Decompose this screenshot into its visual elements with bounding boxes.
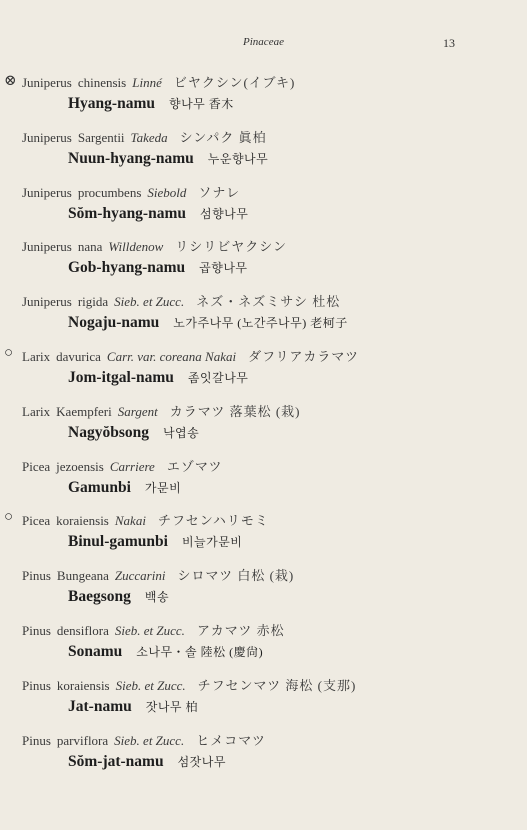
korean-name-line (68, 369, 248, 387)
author: Sieb. et Zucc. (114, 732, 185, 748)
scientific-name-line (22, 182, 240, 201)
list-item (0, 172, 527, 227)
genus: Juniperus (22, 184, 72, 200)
list-item (0, 391, 527, 446)
korean-name-line (68, 588, 169, 606)
korean-name-line (68, 533, 242, 551)
japanese-name: チフセンマツ 海松 (支那) (197, 677, 357, 693)
korean-romanized: Jat-namu (68, 697, 132, 715)
korean-name-line (68, 205, 248, 223)
species: chinensis (77, 75, 127, 90)
author: Nakai (114, 513, 146, 529)
species: Sargentii (77, 129, 125, 145)
korean-script: 백송 (144, 590, 170, 605)
genus: Larix (22, 403, 51, 419)
korean-romanized: Sonamu (68, 642, 123, 660)
author: Carr. var. coreana Nakai (106, 348, 237, 364)
korean-script: 낙엽송 (162, 425, 200, 440)
author: Sieb. et Zucc. (115, 677, 186, 693)
korean-romanized: Hyang-namu (68, 95, 155, 112)
korean-script: 소나무・솔 陸松 (慶尙) (136, 644, 264, 659)
japanese-name: シンパク 眞柏 (179, 129, 267, 145)
scientific-name-line (22, 127, 267, 146)
species: jezoensis (56, 458, 104, 474)
korean-name-line (68, 95, 234, 113)
genus: Juniperus (22, 75, 72, 90)
korean-name-line (68, 698, 198, 716)
korean-romanized: Nagyŏbsong (68, 423, 149, 441)
author: Linné (132, 75, 162, 90)
korean-romanized: Nuun-hyang-namu (68, 149, 194, 167)
species: koraiensis (56, 513, 109, 529)
scientific-name-line (22, 291, 340, 310)
korean-script: 노가주나무 (노간주나무) 老柯子 (173, 316, 348, 331)
species: parviflora (56, 732, 109, 748)
scientific-name-line (22, 456, 222, 475)
japanese-name: エゾマツ (166, 458, 223, 474)
species: Bungeana (56, 568, 109, 584)
genus: Pinus (22, 732, 51, 748)
korean-name-line (68, 314, 348, 332)
genus: Picea (22, 458, 51, 474)
author: Siebold (147, 184, 187, 200)
korean-romanized: Jom-itgal-namu (68, 368, 174, 386)
running-header: Pinaceae (243, 36, 284, 48)
list-item (0, 555, 527, 610)
korean-script: 향나무 香木 (169, 97, 234, 111)
korean-romanized: Sŏm-jat-namu (68, 752, 164, 770)
japanese-name: ネズ・ネズミサシ 杜松 (196, 294, 341, 310)
genus: Larix (22, 348, 51, 364)
genus: Juniperus (22, 294, 72, 310)
list-item (0, 500, 527, 555)
korean-name-line (68, 479, 181, 497)
species: koraiensis (56, 677, 110, 693)
list-item (0, 117, 527, 172)
korean-script: 좀잇갈나무 (187, 370, 249, 385)
list-item (0, 336, 527, 391)
japanese-name: チフセンハリモミ (157, 513, 269, 529)
japanese-name: ビヤクシン(イブキ) (173, 75, 296, 90)
list-item (0, 720, 527, 775)
korean-name-line (68, 150, 268, 168)
japanese-name: アカマツ 赤松 (196, 622, 285, 638)
korean-script: 비늘가문비 (181, 535, 243, 550)
list-item (0, 226, 527, 281)
list-item (0, 446, 527, 501)
korean-romanized: Baegsong (68, 588, 131, 606)
korean-romanized: Gamunbi (68, 478, 131, 496)
genus: Juniperus (22, 239, 72, 255)
korean-romanized: Binul-gamunbi (68, 533, 168, 551)
entry-marker: ⊗ (4, 73, 17, 89)
japanese-name: カラマツ 落葉松 (栽) (169, 403, 301, 419)
korean-name-line (68, 753, 226, 771)
japanese-name: ソナレ (198, 184, 241, 200)
list-item (0, 665, 527, 720)
genus: Picea (22, 513, 51, 529)
korean-name-line (68, 259, 248, 277)
author: Sieb. et Zucc. (114, 622, 185, 638)
species: Kaempferi (56, 403, 112, 419)
japanese-name: ダフリアカラマツ (248, 348, 360, 364)
korean-script: 섬향나무 (200, 206, 249, 221)
list-item (0, 610, 527, 665)
korean-script: 섬잣나무 (177, 754, 226, 769)
scientific-name-line (22, 730, 266, 749)
korean-script: 누운향나무 (207, 151, 269, 166)
japanese-name: リシリビヤクシン (175, 239, 287, 255)
author: Willdenow (108, 239, 164, 255)
korean-name-line (68, 424, 199, 442)
scientific-name-line (4, 72, 296, 91)
author: Zuccarini (114, 568, 166, 584)
korean-script: 가문비 (144, 480, 182, 495)
scientific-name-line (22, 401, 301, 420)
species: rigida (77, 294, 109, 310)
genus: Pinus (22, 622, 51, 638)
entry-marker: ○ (4, 344, 14, 361)
genus: Pinus (22, 677, 51, 693)
author: Sargent (117, 403, 158, 419)
species: nana (77, 239, 103, 255)
korean-romanized: Nogaju-namu (68, 314, 160, 332)
entry-marker: ○ (4, 509, 14, 526)
scientific-name-line (22, 236, 287, 255)
author: Carriere (109, 458, 155, 474)
korean-script: 잣나무 柏 (145, 699, 199, 714)
species: davurica (56, 348, 101, 364)
list-item (0, 281, 527, 336)
scientific-name-line (4, 344, 360, 365)
scientific-name-line (22, 565, 294, 584)
korean-name-line (68, 643, 263, 661)
korean-script: 곱향나무 (199, 261, 248, 276)
scientific-name-line (22, 675, 356, 694)
genus: Pinus (22, 568, 51, 584)
species-list (0, 62, 527, 774)
japanese-name: シロマツ 白松 (栽) (177, 568, 295, 584)
species: procumbens (77, 184, 142, 200)
korean-romanized: Gob-hyang-namu (68, 259, 186, 277)
genus: Juniperus (22, 129, 72, 145)
author: Sieb. et Zucc. (114, 294, 185, 310)
list-item (0, 62, 527, 117)
japanese-name: ヒメコマツ (196, 732, 266, 748)
species: densiflora (56, 622, 109, 638)
page-number: 13 (443, 36, 455, 50)
korean-romanized: Sŏm-hyang-namu (68, 204, 186, 222)
author: Takeda (130, 129, 168, 145)
scientific-name-line (22, 620, 285, 639)
scientific-name-line (4, 509, 269, 529)
